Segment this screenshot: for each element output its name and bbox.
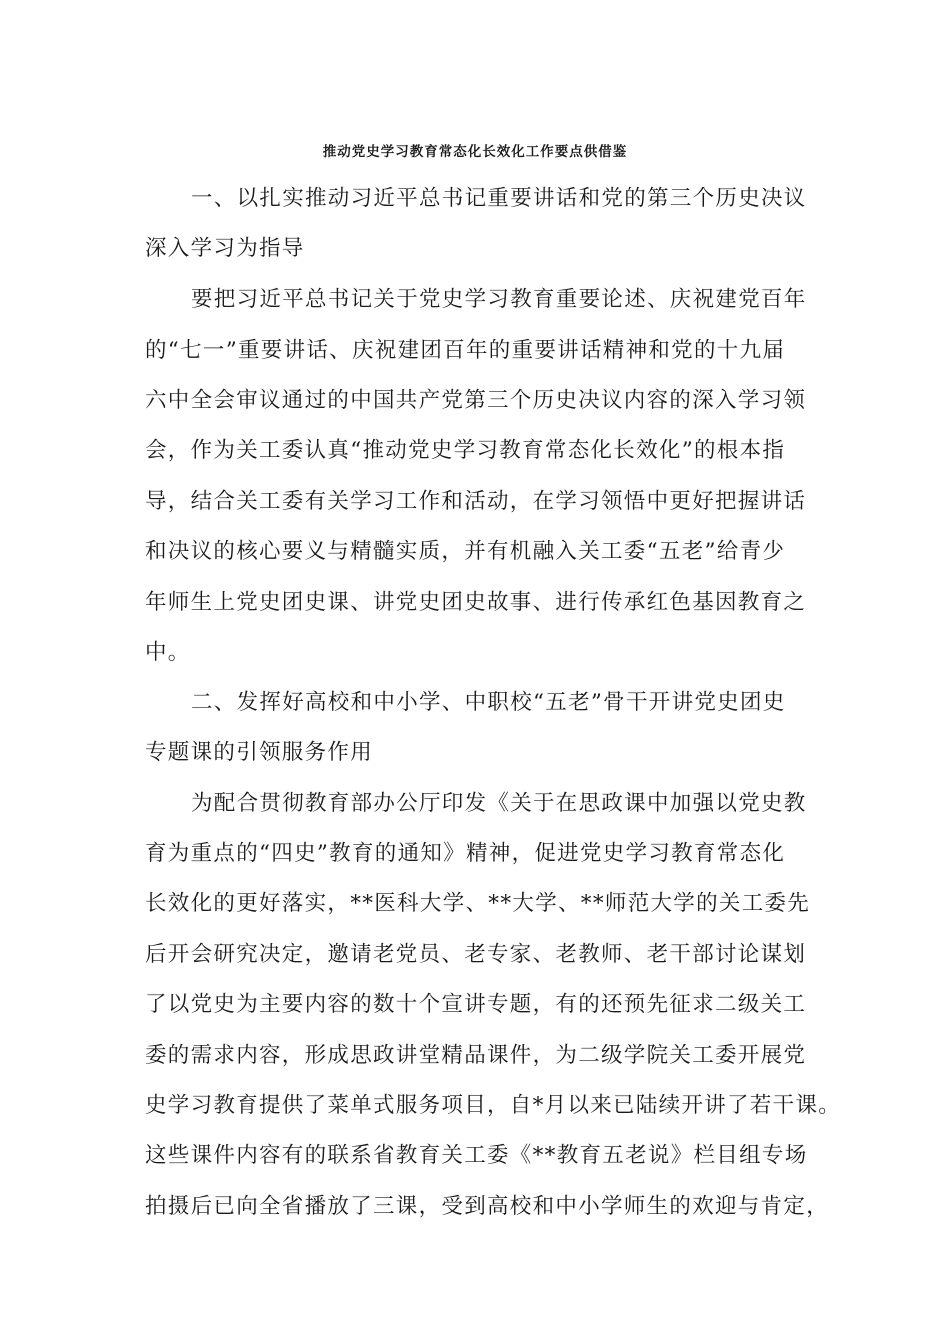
heading-2-line-1: 二、发挥好高校和中小学、中职校“五老”骨干开讲党史团史 [191,690,786,715]
document-title: 推动党史学习教育常态化长效化工作要点供借鉴 [322,144,628,160]
paragraph-1-line-2: 的“七一”重要讲话、庆祝建团百年的重要讲话精神和党的十九届 [145,338,786,363]
heading-2-line-2: 专题课的引领服务作用 [145,740,374,765]
paragraph-1-line-3: 六中全会审议通过的中国共产党第三个历史决议内容的深入学习领 [145,388,807,413]
paragraph-1-line-1: 要把习近平总书记关于党史学习教育重要论述、庆祝建党百年 [191,287,807,312]
paragraph-1-line-8: 中。 [145,640,191,665]
paragraph-2-line-9: 拍摄后已向全省播放了三课，受到高校和中小学师生的欢迎与肯定， [145,1194,830,1219]
paragraph-2-line-2: 育为重点的“四史”教育的通知》精神，促进党史学习教育常态化 [145,841,786,866]
paragraph-2-line-5: 了以党史为主要内容的数十个宣讲专题，有的还预先征求二级关工 [145,992,807,1017]
paragraph-1-line-4: 会，作为关工委认真“推动党史学习教育常态化长效化”的根本指 [145,438,786,463]
paragraph-1-line-7: 年师生上党史团史课、讲党史团史故事、进行传承红色基因教育之 [145,590,807,615]
paragraph-2-line-1: 为配合贯彻教育部办公厅印发《关于在思政课中加强以党史教 [191,791,807,816]
paragraph-2-line-8: 这些课件内容有的联系省教育关工委《**教育五老说》栏目组专场 [145,1143,808,1168]
paragraph-2-line-6: 委的需求内容，形成思政讲堂精品课件，为二级学院关工委开展党 [145,1043,807,1068]
paragraph-2-line-3: 长效化的更好落实，**医科大学、**大学、**师范大学的关工委先 [145,891,811,916]
paragraph-1-line-5: 导，结合关工委有关学习工作和活动，在学习领悟中更好把握讲话 [145,489,807,514]
paragraph-2-line-7: 史学习教育提供了菜单式服务项目，自*月以来已陆续开讲了若干课。 [145,1093,842,1118]
paragraph-1-line-6: 和决议的核心要义与精髓实质，并有机融入关工委“五老”给青少 [145,539,786,564]
heading-1-line-2: 深入学习为指导 [145,236,305,261]
paragraph-2-line-4: 后开会研究决定，邀请老党员、老专家、老教师、老干部讨论谋划 [145,942,807,967]
heading-1-line-1: 一、以扎实推动习近平总书记重要讲话和党的第三个历史决议 [191,186,807,211]
